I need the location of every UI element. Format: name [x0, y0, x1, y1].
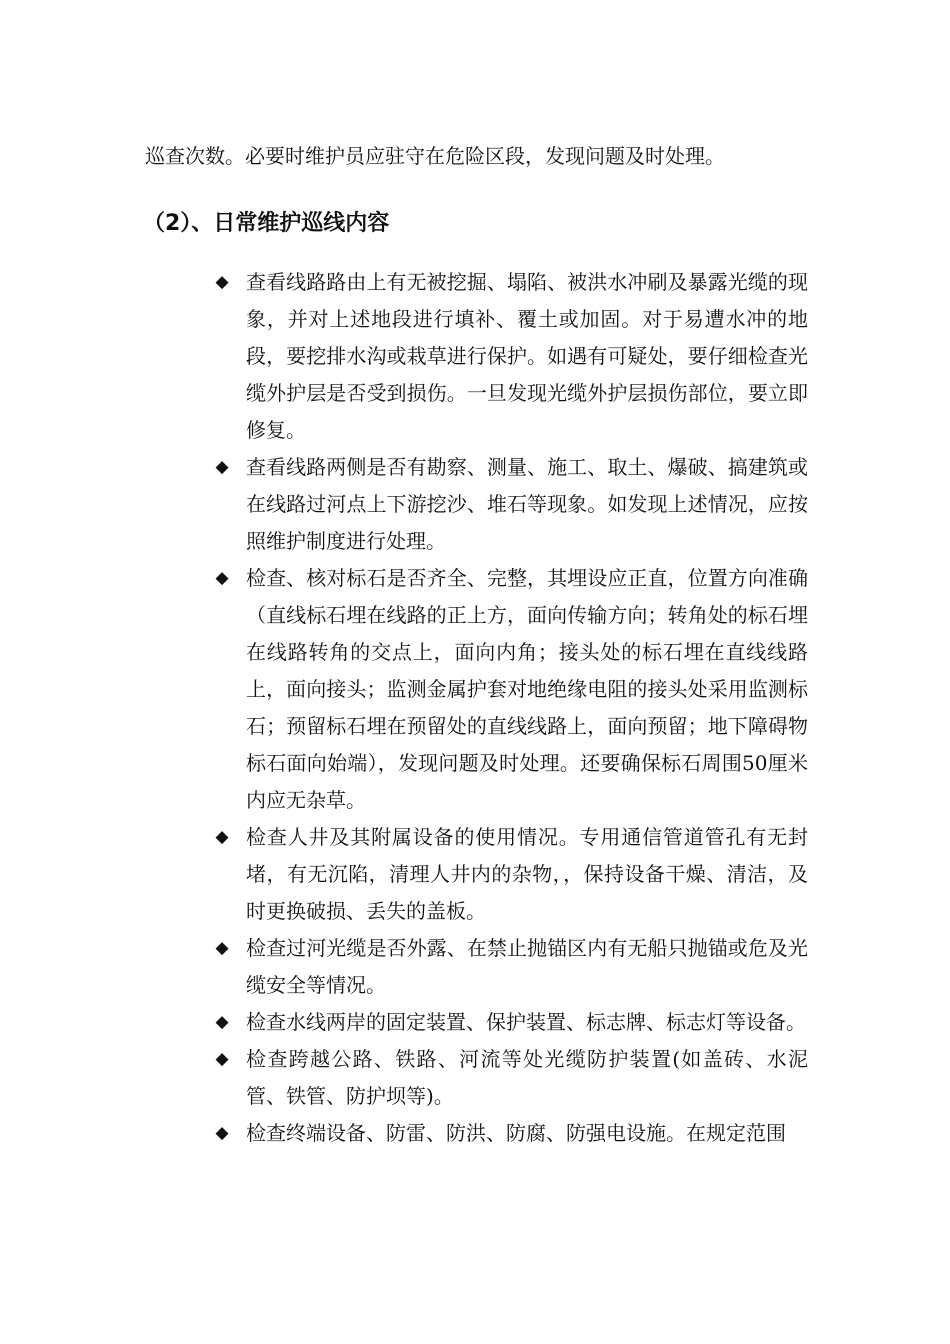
list-item: [208, 1115, 808, 1152]
list-item-text: 检查人井及其附属设备的使用情况。专用通信管道管孔有无封堵，有无沉陷，清理人井内的杂物，，保持设备干燥、清洁，及时更换破损、丢失的盖板。: [246, 825, 808, 923]
list-item: [208, 819, 808, 930]
diamond-bullet-icon: ◆: [215, 1049, 229, 1069]
diamond-bullet-icon: ◆: [215, 272, 229, 292]
list-item-text: 检查、核对标石是否齐全、完整，其埋设应正直，位置方向准确（直线标石埋在线路的正上方，面向传输方向；转角处的标石埋在线路转角的交点上，面向内角；接头处的标石埋在直线线路上，面向接头；监测金属护套对地绝缘电阻的接头处采用监测标石；预留标石埋在预留处的直线线路上，面向预留；地下障碍物标石面向始端），发现问题及时处理。还要确保标石周围50厘米内应无杂草。: [246, 566, 808, 812]
list-item: [208, 1004, 808, 1041]
section-heading: （2）、日常维护巡线内容: [143, 211, 390, 237]
list-item-text: 检查跨越公路、铁路、河流等处光缆防护装置(如盖砖、水泥管、铁管、防护坝等)。: [246, 1047, 808, 1108]
diamond-bullet-icon: ◆: [215, 568, 229, 588]
diamond-bullet-icon: ◆: [215, 938, 229, 958]
list-item: [208, 264, 808, 449]
list-item: [208, 449, 808, 560]
list-item: [208, 560, 808, 819]
list-item-text: 查看线路两侧是否有勘察、测量、施工、取土、爆破、搞建筑或在线路过河点上下游挖沙、堆石等现象。如发现上述情况，应按照维护制度进行处理。: [246, 455, 808, 553]
list-item: [208, 1041, 808, 1115]
list-item-text: 检查水线两岸的固定装置、保护装置、标志牌、标志灯等设备。: [246, 1010, 806, 1034]
list-item-text: 查看线路路由上有无被挖掘、塌陷、被洪水冲刷及暴露光缆的现象，并对上述地段进行填补、覆土或加固。对于易遭水冲的地段，要挖排水沟或栽草进行保护。如遇有可疑处，要仔细检查光缆外护层是否受到损伤。一旦发现光缆外护层损伤部位，要立即修复。: [246, 270, 808, 442]
list-item-text: 检查过河光缆是否外露、在禁止抛锚区内有无船只抛锚或危及光缆安全等情况。: [246, 936, 808, 997]
diamond-bullet-icon: ◆: [215, 1123, 229, 1143]
maintenance-bullet-list: [208, 264, 808, 1152]
diamond-bullet-icon: ◆: [215, 1012, 229, 1032]
list-item-text: 检查终端设备、防雷、防洪、防腐、防强电设施。在规定范围: [246, 1121, 786, 1145]
list-item: [208, 930, 808, 1004]
intro-paragraph: 巡查次数。必要时维护员应驻守在危险区段，发现问题及时处理。: [145, 144, 725, 168]
diamond-bullet-icon: ◆: [215, 457, 229, 477]
diamond-bullet-icon: ◆: [215, 827, 229, 847]
